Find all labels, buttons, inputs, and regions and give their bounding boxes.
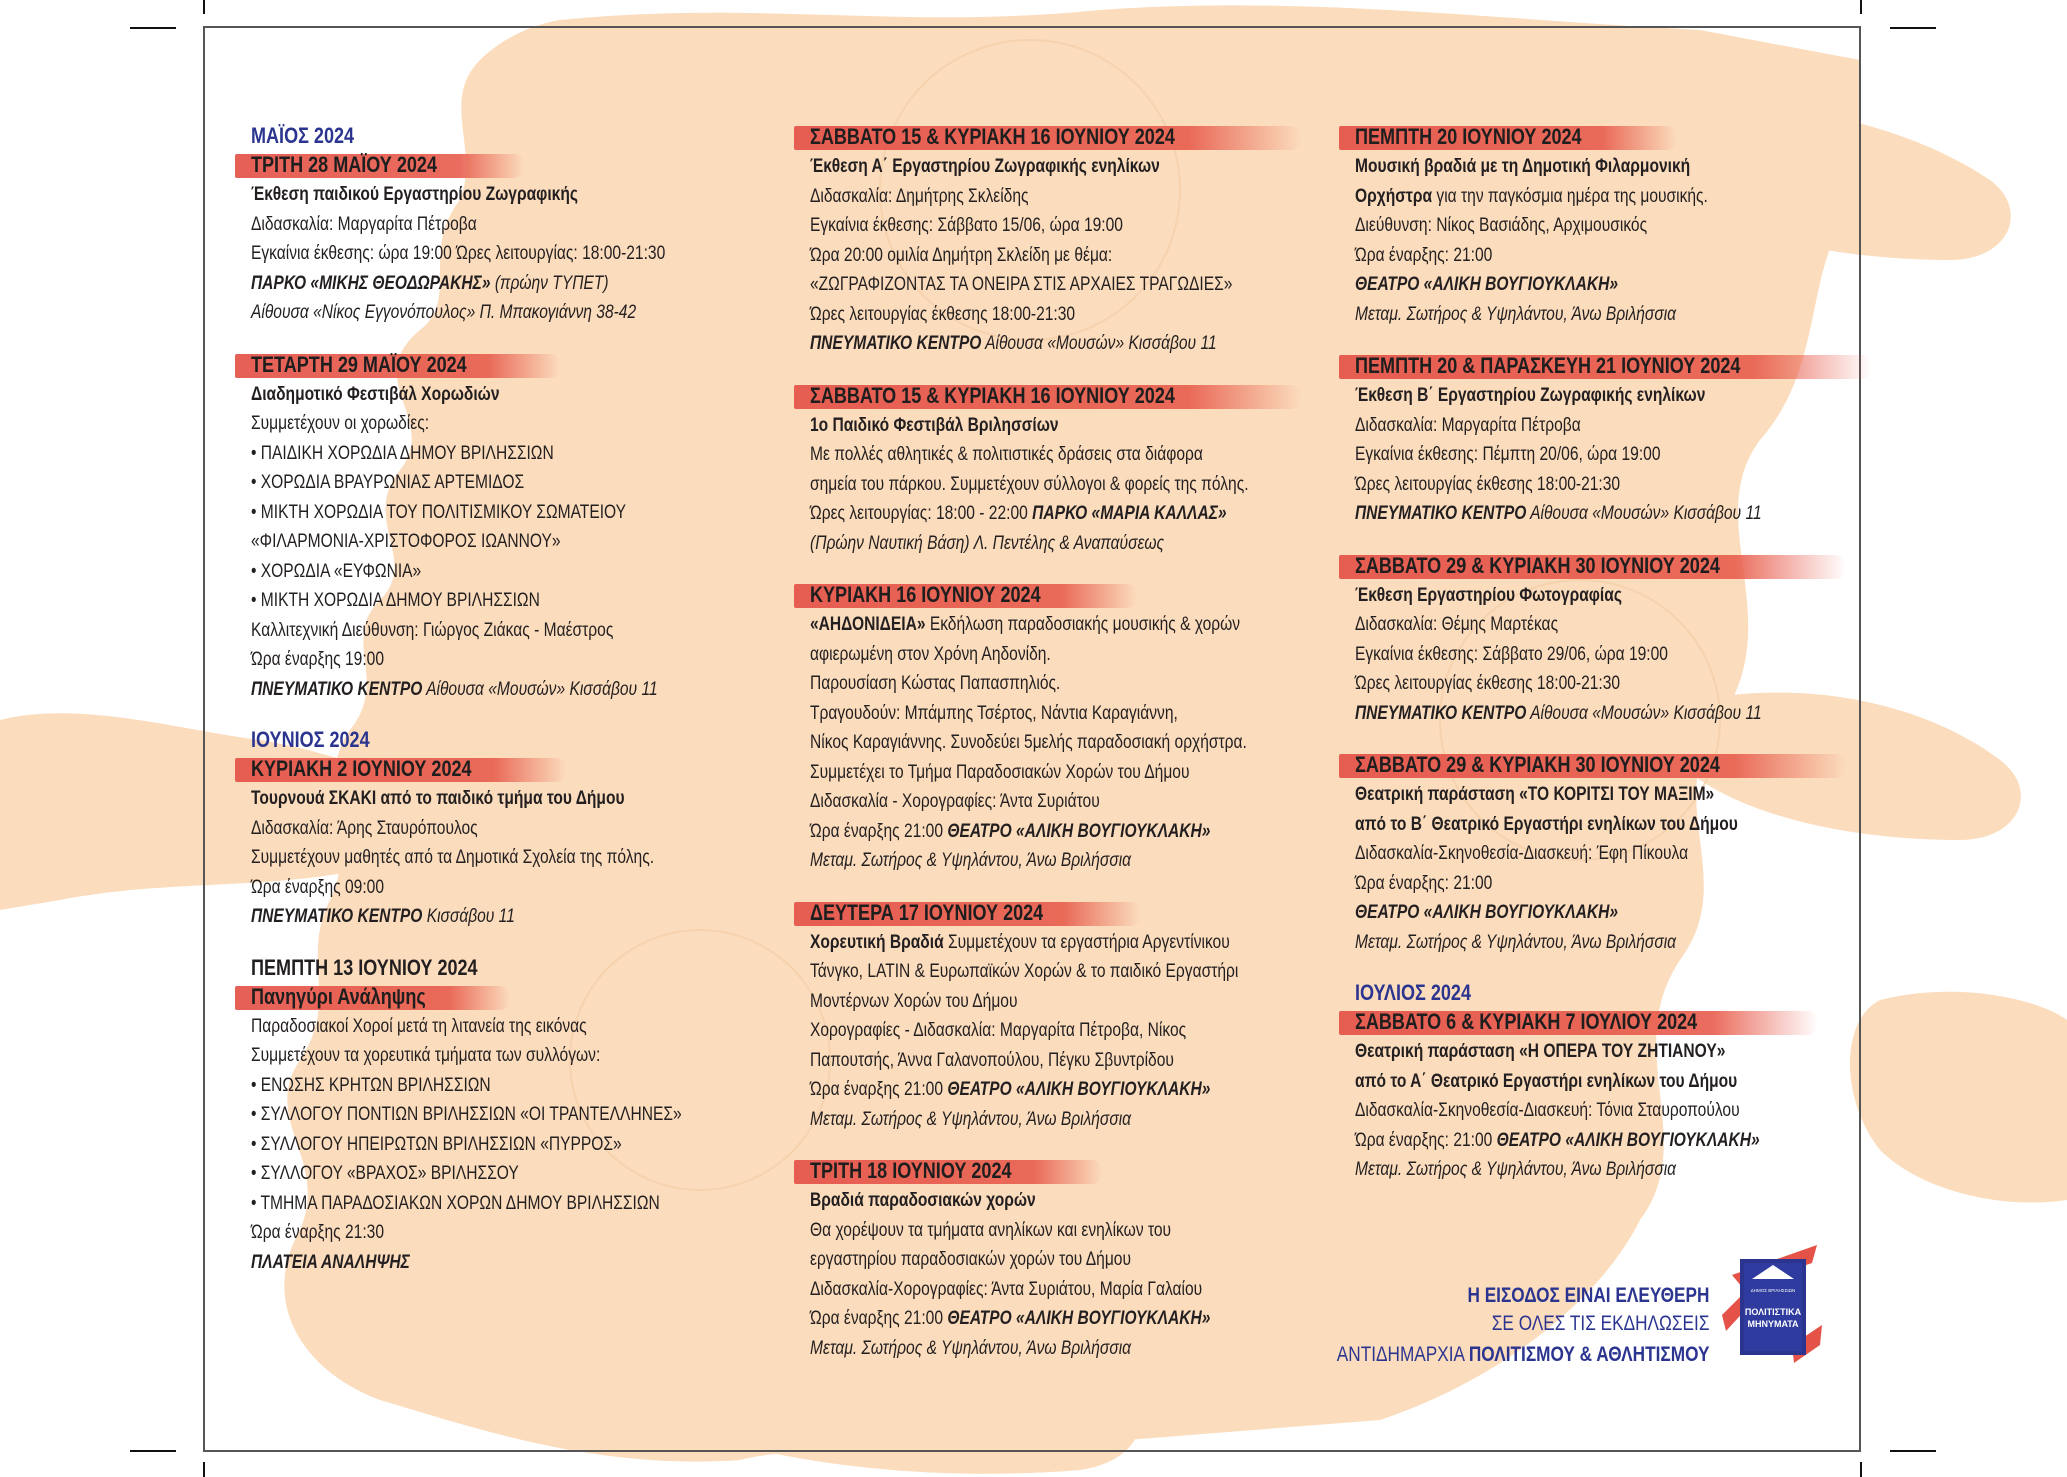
event-title: «ΑΗΔΟΝΙΔΕΙΑ» [810,614,926,635]
event-title: Έκθεση παιδικού Εργαστηρίου Ζωγραφικής [251,184,578,205]
event-line: αφιερωμένη στον Χρόνη Αηδονίδη. [810,643,1051,665]
event-venue-line [251,269,653,299]
list-item: • ΧΟΡΩΔΙΑ «ΕΥΦΩΝΙΑ» [251,560,422,582]
list-item: • ΜΙΚΤΗ ΧΟΡΩΔΙΑ ΤΟΥ ΠΟΛΙΤΙΣΜΙΚΟΥ ΣΩΜΑΤΕΙΟΥ [251,501,627,523]
crop-mark [1890,1450,1936,1452]
event-venue: ΘΕΑΤΡΟ «ΑΛΙΚΗ ΒΟΥΓΙΟΥΚΛΑΚΗ» [947,1079,1211,1100]
event-address: Αίθουσα «Νίκος Εγγονόπουλος» Π. Μπακογιάννη 38-42 [251,302,637,323]
event-title: Θεατρική παράσταση «ΤΟ ΚΟΡΙΤΣΙ ΤΟΥ ΜΑΞΙΜ» [1355,784,1715,805]
list-item: «ΦΙΛΑΡΜΟΝΙΑ-ΧΡΙΣΤΟΦΟΡΟΣ ΙΩΑΝΝΟΥ» [251,531,561,552]
list-item: • ΠΑΙΔΙΚΗ ΧΟΡΩΔΙΑ ΔΗΜΟΥ ΒΡΙΛΗΣΣΙΩΝ [251,442,554,464]
event-venue: ΠΝΕΥΜΑΤΙΚΟ ΚΕΝΤΡΟ [1355,503,1527,524]
event-date-banner: ΠΕΜΠΤΗ 20 & ΠΑΡΑΣΚΕΥΗ 21 ΙΟΥΝΙΟΥ 2024 [1349,351,1871,381]
event-title-cont: Ορχήστρα [1355,185,1433,207]
event-hours: Ώρες λειτουργίας: 18:00 - 22:00 [810,503,1033,524]
event-line: Με πολλές αθλητικές & πολιτιστικές δράσεις στα διάφορα [810,444,1203,465]
event-line: εργαστηρίου παραδοσιακών χορών του Δήμου [810,1249,1131,1270]
event-address: Μεταμ. Σωτήρος & Υψηλάντου, Άνω Βριλήσσια [1355,1159,1677,1180]
event-start: Ώρα έναρξης: 21:00 [1355,1129,1497,1151]
event-line: Συμμετέχει το Τμήμα Παραδοσιακών Χορών του Δήμου [810,761,1190,783]
event-line: Τάνγκο, LATIN & Ευρωπαϊκών Χορών & το παιδικό Εργαστήρι [810,961,1239,982]
event-address: Μεταμ. Σωτήρος & Υψηλάντου, Άνω Βριλήσσια [810,1108,1132,1130]
event-june-20-21 [1355,351,1845,529]
list-item: • ΜΙΚΤΗ ΧΟΡΩΔΙΑ ΔΗΜΟΥ ΒΡΙΛΗΣΣΙΩΝ [251,590,540,611]
event-line: Νίκος Καραγιάννης. Συνοδεύει 5μελής παραδοσιακή ορχήστρα. [810,732,1247,753]
list-item: • ΧΟΡΩΔΙΑ ΒΡΑΥΡΩΝΙΑΣ ΑΡΤΕΜΙΔΟΣ [251,472,525,493]
month-heading-may: ΜΑΪΟΣ 2024 [251,123,355,148]
event-june-29-30-theatre [1355,750,1845,957]
event-line: Θα χορέψουν τα τμήματα ανηλίκων και ενηλίκων του [810,1219,1172,1241]
event-venue-note: Κισσάβου 11 [422,906,515,927]
crop-mark [1860,1462,1862,1477]
event-venue: ΠΝΕΥΜΑΤΙΚΟ ΚΕΝΤΡΟ [251,678,423,700]
event-line: «ΖΩΓΡΑΦΙΖΟΝΤΑΣ ΤΑ ΟΝΕΙΡΑ ΣΤΙΣ ΑΡΧΑΙΕΣ ΤΡΑΓΩΔΙΕΣ» [810,274,1233,295]
list-item: • ΣΥΛΛΟΓΟΥ ΠΟΝΤΙΩΝ ΒΡΙΛΗΣΣΙΩΝ «ΟΙ ΤΡΑΝΤΕΛΛΗΝΕΣ» [251,1104,682,1125]
event-date-banner: ΣΑΒΒΑΤΟ 6 & ΚΥΡΙΑΚΗ 7 ΙΟΥΛΙΟΥ 2024 [1349,1007,1818,1037]
event-title-cont: από το Α΄ Θεατρικό Εργαστήρι ενηλίκων του Δήμου [1355,1070,1738,1092]
event-date: ΠΕΜΠΤΗ 13 ΙΟΥΝΙΟΥ 2024 [251,954,478,980]
event-title-line [1355,182,1757,212]
column-3 [1355,122,1845,1207]
event-venue-line [810,817,1232,847]
event-line: Διδασκαλία - Χορογραφίες: Άντα Συριάτου [810,791,1100,812]
logo-line-1: ΠΟΛΙΤΙΣΤΙΚΑ [1744,1307,1802,1317]
event-venue: ΠΑΡΚΟ «ΜΙΚΗΣ ΘΕΟΔΩΡΑΚΗΣ» [251,272,491,294]
event-line: Ώρα 20:00 ομιλία Δημήτρη Σκλείδη με θέμα: [810,244,1113,266]
event-line: Συμμετέχουν μαθητές από τα Δημοτικά Σχολεία της πόλης. [251,847,655,868]
event-date-banner: ΣΑΒΒΑΤΟ 15 & ΚΥΡΙΑΚΗ 16 ΙΟΥΝΙΟΥ 2024 [804,381,1301,411]
event-line: Διδασκαλία: Μαργαρίτα Πέτροβα [251,213,477,235]
event-line: Τραγουδούν: Μπάμπης Τσέρτος, Νάντια Καραγιάννη, [810,702,1178,724]
event-date-banner: ΚΥΡΙΑΚΗ 16 ΙΟΥΝΙΟΥ 2024 [804,580,1137,610]
event-june-20-music [1355,122,1845,329]
event-line: Συμμετέχουν οι χορωδίες: [251,413,430,434]
event-line: Διδασκαλία: Θέμης Μαρτέκας [1355,614,1559,635]
event-venue-note: Αίθουσα «Μουσών» Κισσάβου 11 [422,678,658,700]
column-2 [810,122,1325,1385]
event-title: 1ο Παιδικό Φεστιβάλ Βριλησσίων [810,414,1059,436]
event-line: Διδασκαλία: Άρης Σταυρόπουλος [251,817,478,839]
event-line: Ώρα έναρξης: 21:00 [1355,872,1493,894]
event-venue-note: (πρώην ΤΥΠΕΤ) [490,272,609,294]
event-date-banner: ΣΑΒΒΑΤΟ 29 & ΚΥΡΙΑΚΗ 30 ΙΟΥΝΙΟΥ 2024 [1349,750,1846,780]
event-line: Διδασκαλία: Μαργαρίτα Πέτροβα [1355,414,1581,436]
event-line: Χορογραφίες - Διδασκαλία: Μαργαρίτα Πέτροβα, Νίκος [810,1020,1187,1041]
event-line: Εγκαίνια έκθεσης: Πέμπτη 20/06, ώρα 19:00 [1355,444,1661,465]
event-venue-line [810,329,1232,359]
event-venue-line [1355,699,1762,729]
crop-mark [203,0,205,14]
event-line: Ώρες λειτουργίας έκθεσης 18:00-21:30 [810,303,1076,325]
event-title-line [810,610,1241,640]
event-venue-line [1355,1126,1760,1156]
event-venue-line [251,675,658,705]
event-title-rest: Εκδήλωση παραδοσιακής μουσικής & χορών [925,614,1241,635]
event-title: Έκθεση Εργαστηρίου Φωτογραφίας [1355,584,1622,606]
event-venue: ΠΝΕΥΜΑΤΙΚΟ ΚΕΝΤΡΟ [810,333,982,354]
event-title: Έκθεση Α΄ Εργαστηρίου Ζωγραφικής ενηλίκων [810,156,1160,177]
event-date-banner: ΤΡΙΤΗ 18 ΙΟΥΝΙΟΥ 2024 [804,1156,1102,1186]
list-item: • ΣΥΛΛΟΓΟΥ «ΒΡΑΧΟΣ» ΒΡΙΛΗΣΣΟΥ [251,1163,519,1184]
event-venue-line [810,1304,1232,1334]
event-title: Διαδημοτικό Φεστιβάλ Χορωδιών [251,383,500,405]
cultural-messages-logo-icon [1722,1245,1824,1365]
event-title-banner: Πανηγύρι Ανάληψης [245,982,510,1012]
event-line: Εγκαίνια έκθεσης: Σάββατο 29/06, ώρα 19:00 [1355,643,1668,665]
free-entry-subline: ΣΕ ΟΛΕΣ ΤΙΣ ΕΚΔΗΛΩΣΕΙΣ [1491,1312,1709,1335]
event-line: Παπουτσής, Άννα Γαλανοπούλου, Πέγκυ Σβυντρίδου [810,1049,1174,1071]
event-venue-line [1355,499,1762,529]
event-line: Μοντέρνων Χορών του Δήμου [810,990,1018,1012]
footer-free-entry [1255,1282,1709,1372]
event-venue-line [810,499,1232,529]
event-date-banner: ΤΡΙΤΗ 28 ΜΑΪΟΥ 2024 [245,150,524,180]
event-venue: ΠΛΑΤΕΙΑ ΑΝΑΛΗΨΗΣ [251,1251,410,1273]
event-line: Διδασκαλία-Χορογραφίες: Άντα Συριάτου, Μαρία Γαλαίου [810,1278,1203,1300]
event-line: Παρουσίαση Κώστας Παπασπηλιός. [810,673,1061,694]
list-item: • ΕΝΩΣΗΣ ΚΡΗΤΩΝ ΒΡΙΛΗΣΣΙΩΝ [251,1074,491,1096]
event-address: Μεταμ. Σωτήρος & Υψηλάντου, Άνω Βριλήσσια [810,1337,1132,1359]
event-start: Ώρα έναρξης 21:00 [810,820,948,842]
crop-mark [1890,27,1936,29]
event-line: Ώρα έναρξης 21:30 [251,1222,384,1243]
event-title: Τουρνουά ΣΚΑΚΙ από το παιδικό τμήμα του Δήμου [251,788,625,809]
event-line: Συμμετέχουν τα χορευτικά τμήματα των συλλόγων: [251,1045,601,1066]
crop-mark [130,27,176,29]
event-line: Ώρες λειτουργίας έκθεσης 18:00-21:30 [1355,473,1621,495]
event-title-line [810,928,1232,958]
event-date-banner: ΠΕΜΠΤΗ 20 ΙΟΥΝΙΟΥ 2024 [1349,122,1677,152]
event-address: Μεταμ. Σωτήρος & Υψηλάντου, Άνω Βριλήσσια [810,850,1132,871]
event-title-rest: για την παγκόσμια ημέρα της μουσικής. [1432,185,1708,207]
event-address: Μεταμ. Σωτήρος & Υψηλάντου, Άνω Βριλήσσια [1355,931,1677,953]
event-date-banner: ΣΑΒΒΑΤΟ 29 & ΚΥΡΙΑΚΗ 30 ΙΟΥΝΙΟΥ 2024 [1349,551,1846,581]
event-may-28 [251,150,741,328]
event-address: (Πρώην Ναυτική Βάση) Λ. Πεντέλης & Αναπαύσεως [810,532,1165,554]
event-line: Ώρα έναρξης 19:00 [251,649,384,670]
event-june-2 [251,754,741,932]
event-venue: ΠΝΕΥΜΑΤΙΚΟ ΚΕΝΤΡΟ [251,906,423,927]
event-line: Εγκαίνια έκθεσης: ώρα 19:00 Ώρες λειτουργίας: 18:00-21:30 [251,243,666,264]
list-item: • ΤΜΗΜΑ ΠΑΡΑΔΟΣΙΑΚΩΝ ΧΟΡΩΝ ΔΗΜΟΥ ΒΡΙΛΗΣΣΙΩΝ [251,1192,660,1214]
event-title-cont: από το Β΄ Θεατρικό Εργαστήρι ενηλίκων του Δήμου [1355,813,1738,835]
event-june-17 [810,898,1325,1135]
event-title-rest: Συμμετέχουν τα εργαστήρια Αργεντίνικου [943,931,1230,953]
crop-mark [203,1462,205,1477]
event-date-banner: ΔΕΥΤΕΡΑ 17 ΙΟΥΝΙΟΥ 2024 [804,898,1140,928]
event-date-banner: ΤΕΤΑΡΤΗ 29 ΜΑΪΟΥ 2024 [245,350,560,380]
event-may-29 [251,350,741,705]
event-title: Έκθεση Β΄ Εργαστηρίου Ζωγραφικής ενηλίκων [1355,385,1706,406]
event-start: Ώρα έναρξης 21:00 [810,1308,948,1329]
event-june-13 [251,954,741,1278]
event-venue: ΠΝΕΥΜΑΤΙΚΟ ΚΕΝΤΡΟ [1355,702,1527,724]
event-june-15-16-exhibition [810,122,1325,359]
event-june-15-16-festival [810,381,1325,559]
department-prefix: ΑΝΤΙΔΗΜΑΡΧΙΑ [1336,1343,1469,1366]
event-line: Παραδοσιακοί Χοροί μετά τη λιτανεία της εικόνας [251,1015,587,1037]
event-title: Μουσική βραδιά με τη Δημοτική Φιλαρμονική [1355,156,1691,177]
event-line: Ώρα έναρξης 09:00 [251,876,384,898]
event-venue: ΘΕΑΤΡΟ «ΑΛΙΚΗ ΒΟΥΓΙΟΥΚΛΑΚΗ» [1355,274,1619,295]
event-line: Διδασκαλία-Σκηνοθεσία-Διασκευή: Έφη Πίκουλα [1355,843,1689,864]
crop-mark [130,1450,176,1452]
event-title: Βραδιά παραδοσιακών χορών [810,1190,1036,1211]
event-date-banner: ΚΥΡΙΑΚΗ 2 ΙΟΥΝΙΟΥ 2024 [245,754,566,784]
event-july-6-7 [1355,1007,1845,1185]
event-venue-note: Αίθουσα «Μουσών» Κισσάβου 11 [1526,503,1762,524]
event-line: Καλλιτεχνική Διεύθυνση: Γιώργος Ζιάκας - Μαέστρος [251,619,614,641]
event-venue: ΘΕΑΤΡΟ «ΑΛΙΚΗ ΒΟΥΓΙΟΥΚΛΑΚΗ» [947,820,1211,842]
department-line [1336,1338,1709,1372]
event-date-banner: ΣΑΒΒΑΤΟ 15 & ΚΥΡΙΑΚΗ 16 ΙΟΥΝΙΟΥ 2024 [804,122,1301,152]
event-line: Εγκαίνια έκθεσης: Σάββατο 15/06, ώρα 19:00 [810,215,1123,236]
event-venue-line [810,1075,1232,1105]
event-title: Θεατρική παράσταση «Η ΟΠΕΡΑ ΤΟΥ ΖΗΤΙΑΝΟΥ» [1355,1041,1726,1062]
event-title: Χορευτική Βραδιά [810,931,944,953]
event-venue: ΘΕΑΤΡΟ «ΑΛΙΚΗ ΒΟΥΓΙΟΥΚΛΑΚΗ» [947,1308,1211,1329]
event-venue-note: Αίθουσα «Μουσών» Κισσάβου 11 [1526,702,1762,724]
event-address: Μεταμ. Σωτήρος & Υψηλάντου, Άνω Βριλήσσια [1355,303,1677,325]
month-heading-july: ΙΟΥΛΙΟΣ 2024 [1355,980,1471,1005]
event-venue-note: Αίθουσα «Μουσών» Κισσάβου 11 [981,333,1217,354]
event-venue: ΘΕΑΤΡΟ «ΑΛΙΚΗ ΒΟΥΓΙΟΥΚΛΑΚΗ» [1355,902,1619,923]
list-item: • ΣΥΛΛΟΓΟΥ ΗΠΕΙΡΩΤΩΝ ΒΡΙΛΗΣΣΙΩΝ «ΠΥΡΡΟΣ» [251,1133,622,1155]
event-june-18 [810,1156,1325,1363]
month-heading-june: ΙΟΥΝΙΟΣ 2024 [251,727,370,752]
event-venue: ΘΕΑΤΡΟ «ΑΛΙΚΗ ΒΟΥΓΙΟΥΚΛΑΚΗ» [1496,1129,1760,1151]
event-line: Διδασκαλία-Σκηνοθεσία-Διασκευή: Τόνια Σταυροπούλου [1355,1100,1740,1121]
event-venue: ΠΑΡΚΟ «ΜΑΡΙΑ ΚΑΛΛΑΣ» [1032,503,1227,524]
event-june-16 [810,580,1325,876]
logo-line-2: ΜΗΝΥΜΑΤΑ [1747,1319,1799,1329]
event-june-29-30-photo [1355,551,1845,729]
column-1 [251,122,741,1299]
event-line: Διδασκαλία: Δημήτρης Σκλείδης [810,185,1029,207]
event-line: Ώρα έναρξης: 21:00 [1355,244,1493,266]
logo-top-text: ΔΗΜΟΣ ΒΡΙΛΗΣΣΙΩΝ [1750,1288,1796,1293]
event-venue-line [251,902,653,932]
free-entry-heading: Η ΕΙΣΟΔΟΣ ΕΙΝΑΙ ΕΛΕΥΘΕΡΗ [1467,1284,1709,1307]
event-line: σημεία του πάρκου. Συμμετέχουν σύλλογοι & φορείς της πόλης. [810,473,1249,495]
event-line: Διεύθυνση: Νίκος Βασιάδης, Αρχιμουσικός [1355,215,1648,236]
event-line: Ώρες λειτουργίας έκθεσης 18:00-21:30 [1355,673,1621,694]
crop-mark [1860,0,1862,14]
department-name: ΠΟΛΙΤΙΣΜΟΥ & ΑΘΛΗΤΙΣΜΟΥ [1468,1343,1709,1366]
event-start: Ώρα έναρξης 21:00 [810,1079,948,1100]
